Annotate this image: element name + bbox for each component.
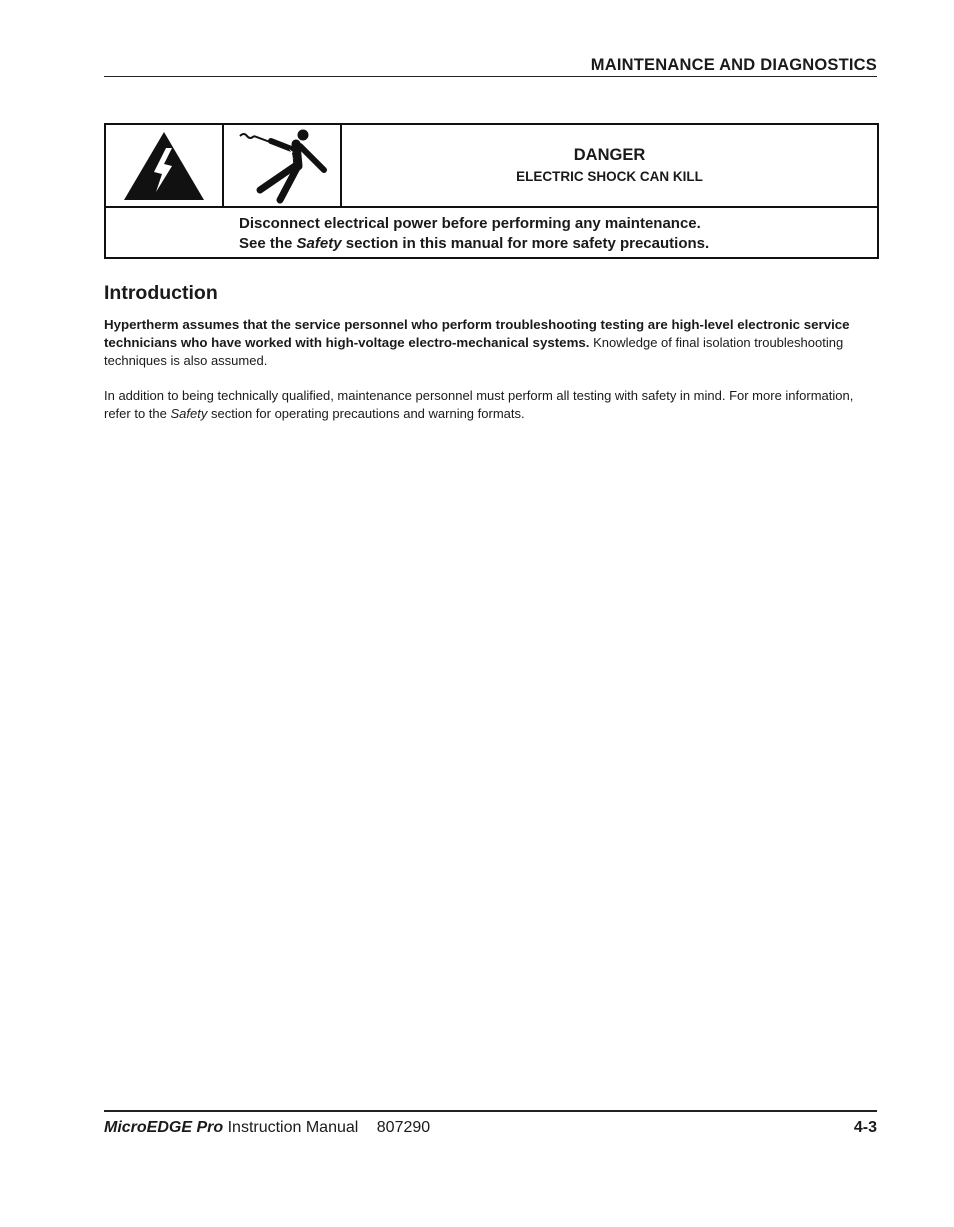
intro-paragraph-1-bold: Hypertherm assumes that the service personnel who perform troubleshooting testing are high-level electronic service technicians who have worked with high-voltage electro-mechanical systems.: [104, 317, 850, 350]
page-number: 4-3: [853, 1119, 877, 1136]
intro-paragraph-2: [104, 387, 878, 423]
danger-icon-cell: [106, 125, 224, 206]
header-divider: [104, 76, 877, 77]
danger-line2-prefix: See the: [239, 235, 293, 252]
shock-icon-cell: [224, 125, 342, 206]
section-title: Introduction: [104, 282, 218, 304]
danger-instruction-line-2: [239, 234, 709, 254]
page-footer: [104, 1119, 877, 1137]
intro-paragraph-2-suffix: section for operating precautions and warning formats.: [210, 406, 525, 421]
electric-hazard-icon: [122, 130, 206, 202]
danger-heading: [342, 125, 877, 206]
manual-type: Instruction Manual: [227, 1119, 359, 1136]
safety-reference: Safety: [296, 235, 342, 252]
product-name: MicroEDGE Pro: [104, 1119, 224, 1136]
electric-shock-person-icon: [236, 128, 328, 204]
intro-paragraph-1: [104, 316, 878, 370]
danger-instructions: [239, 214, 709, 254]
document-number: 807290: [376, 1119, 431, 1136]
danger-title: DANGER: [573, 146, 646, 164]
danger-notice-top: [106, 125, 877, 208]
intro-paragraph-1-rest: Knowledge of final isolation troubleshooting techniques is also assumed.: [104, 335, 844, 368]
danger-notice: [104, 123, 879, 259]
danger-subtitle: ELECTRIC SHOCK CAN KILL: [516, 169, 703, 184]
safety-section-reference: Safety: [170, 406, 208, 421]
running-header: MAINTENANCE AND DIAGNOSTICS: [590, 56, 877, 74]
danger-instruction-line-1: Disconnect electrical power before performing any maintenance.: [239, 215, 701, 232]
footer-divider: [104, 1110, 877, 1112]
intro-paragraph-2-prefix: In addition to being technically qualified, maintenance personnel must perform all testing with safety in mind. For more information, refer to the: [104, 388, 854, 421]
danger-line2-suffix: section in this manual for more safety precautions.: [345, 235, 710, 252]
